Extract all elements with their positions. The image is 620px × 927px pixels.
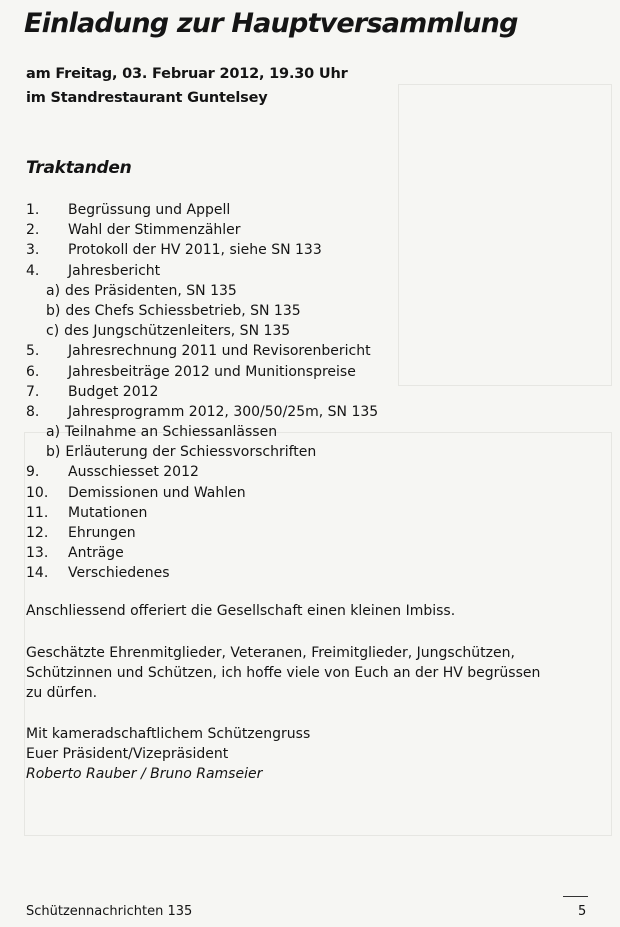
agenda-item-number: 2.	[26, 222, 40, 239]
meeting-date: am Freitag, 03. Februar 2012, 19.30 Uhr	[26, 66, 348, 82]
greeting: Mit kameradschaftlichem Schützengruss	[26, 726, 311, 742]
agenda-item	[26, 503, 378, 523]
agenda-item-number: 11.	[26, 504, 49, 521]
agenda-item-number: 9.	[26, 464, 40, 481]
meeting-place: im Standrestaurant Guntelsey	[26, 90, 268, 106]
agenda-item-text: Jahresbericht	[68, 262, 161, 279]
agenda-list	[26, 200, 378, 584]
agenda-item-number: 10.	[26, 484, 49, 501]
footer-rule	[563, 896, 588, 897]
signers: Roberto Rauber / Bruno Ramseier	[26, 766, 263, 783]
agenda-subitem	[26, 301, 378, 321]
signoff: Euer Präsident/Vizepräsident	[26, 746, 229, 763]
agenda-item-text: Mutationen	[68, 504, 148, 521]
invitation-line: Schützinnen und Schützen, ich hoffe viele von Euch an der HV begrüssen	[26, 665, 541, 682]
agenda-heading: Traktanden	[26, 158, 132, 178]
agenda-item	[26, 261, 378, 281]
agenda-item-text: Ausschiesset 2012	[68, 464, 199, 481]
footer-publication: Schützennachrichten 135	[26, 904, 193, 919]
agenda-item	[26, 220, 378, 240]
agenda-item-number: 6.	[26, 363, 40, 380]
agenda-item-text: Jahresprogramm 2012, 300/50/25m, SN 135	[68, 403, 379, 420]
agenda-subitem-letter: b)	[46, 302, 61, 319]
agenda-item-number: 1.	[26, 202, 40, 218]
agenda-subitem	[26, 422, 378, 442]
agenda-subitem-text: des Präsidenten, SN 135	[65, 282, 237, 299]
agenda-item-text: Wahl der Stimmenzähler	[68, 222, 241, 239]
agenda-item	[26, 362, 378, 382]
agenda-item	[26, 240, 378, 260]
agenda-item-text: Budget 2012	[68, 383, 159, 400]
agenda-item	[26, 200, 378, 220]
agenda-item	[26, 382, 378, 402]
agenda-subitem-letter: a)	[46, 424, 61, 441]
agenda-item	[26, 402, 378, 422]
agenda-item-text: Jahresbeiträge 2012 und Munitionspreise	[68, 363, 356, 380]
invitation-line: zu dürfen.	[26, 685, 98, 702]
agenda-subitem-text: Erläuterung der Schiessvorschriften	[65, 444, 317, 461]
agenda-item-text: Anträge	[68, 545, 124, 562]
agenda-item-number: 7.	[26, 383, 40, 400]
page-number: 5	[578, 904, 587, 919]
agenda-item-number: 4.	[26, 262, 40, 279]
closing-block	[26, 724, 310, 785]
agenda-subitem-letter: b)	[46, 444, 61, 461]
agenda-subitem	[26, 281, 378, 301]
page-title: Einladung zur Hauptversammlung	[24, 8, 518, 39]
agenda-item-number: 3.	[26, 242, 40, 259]
agenda-subitem-text: des Jungschützenleiters, SN 135	[64, 323, 291, 340]
agenda-subitem-letter: c)	[46, 323, 60, 340]
show-through-frame-upper	[398, 84, 612, 386]
agenda-item	[26, 543, 378, 563]
agenda-item-number: 13.	[26, 545, 49, 562]
agenda-item	[26, 341, 378, 361]
invitation-paragraph	[26, 643, 540, 704]
invitation-line: Geschätzte Ehrenmitglieder, Veteranen, Freimitglieder, Jungschützen,	[26, 645, 515, 661]
agenda-subitem-text: Teilnahme an Schiessanlässen	[65, 424, 278, 441]
agenda-item-number: 5.	[26, 343, 40, 360]
agenda-item	[26, 563, 378, 583]
agenda-item-text: Ehrungen	[68, 525, 136, 541]
agenda-subitem	[26, 442, 378, 462]
agenda-item-number: 8.	[26, 403, 40, 420]
agenda-item-number: 14.	[26, 565, 49, 582]
agenda-item	[26, 523, 378, 543]
agenda-item-text: Begrüssung und Appell	[68, 202, 231, 218]
agenda-item	[26, 462, 378, 482]
agenda-subitem-text: des Chefs Schiessbetrieb, SN 135	[65, 302, 301, 319]
agenda-subitem-letter: a)	[46, 282, 61, 299]
agenda-subitem	[26, 321, 378, 341]
agenda-item-text: Jahresrechnung 2011 und Revisorenbericht	[68, 343, 371, 360]
agenda-item	[26, 483, 378, 503]
agenda-item-text: Demissionen und Wahlen	[68, 484, 246, 501]
agenda-item-text: Protokoll der HV 2011, siehe SN 133	[68, 242, 322, 259]
snack-note: Anschliessend offeriert die Gesellschaft einen kleinen Imbiss.	[26, 603, 456, 619]
agenda-item-text: Verschiedenes	[68, 565, 170, 582]
agenda-item-number: 12.	[26, 525, 49, 541]
